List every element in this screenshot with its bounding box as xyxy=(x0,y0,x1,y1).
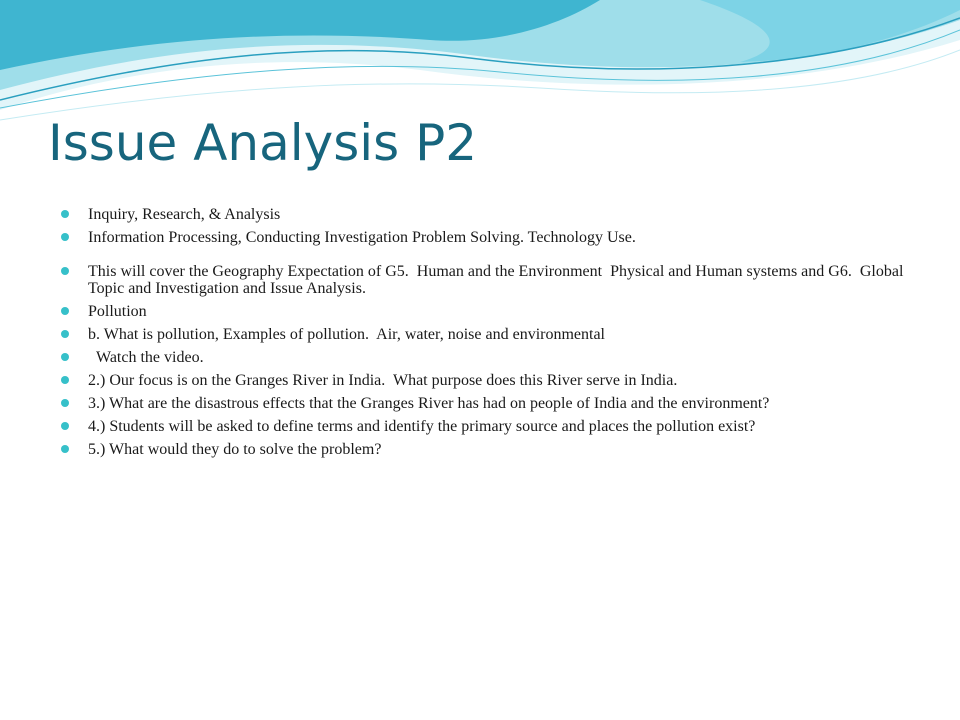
bullet-text: Pollution xyxy=(88,303,147,320)
bullet-dot-icon xyxy=(61,376,69,384)
bullet-list xyxy=(88,206,916,464)
bullet-text: Inquiry, Research, & Analysis xyxy=(88,206,281,223)
bullet-item xyxy=(88,326,916,343)
bullet-text: 4.) Students will be asked to define terms and identify the primary source and places the pollution exist? xyxy=(88,418,756,435)
bullet-dot-icon xyxy=(61,399,69,407)
slide-title: Issue Analysis P2 xyxy=(48,114,478,172)
bullet-item xyxy=(88,372,916,389)
header-wave-decoration xyxy=(0,0,960,130)
bullet-item xyxy=(88,395,916,412)
bullet-dot-icon xyxy=(61,267,69,275)
bullet-dot-icon xyxy=(61,330,69,338)
bullet-text: This will cover the Geography Expectation of G5. Human and the Environment Physical and Human systems and G6. Global Topic and Investigation and Issue Analysis. xyxy=(88,263,908,297)
bullet-text: Information Processing, Conducting Investigation Problem Solving. Technology Use. xyxy=(88,229,636,246)
bullet-text: 2.) Our focus is on the Granges River in India. What purpose does this River serve in India. xyxy=(88,372,678,389)
bullet-item xyxy=(88,349,916,366)
bullet-dot-icon xyxy=(61,210,69,218)
bullet-item xyxy=(88,441,916,458)
bullet-item xyxy=(88,418,916,435)
bullet-item xyxy=(88,303,916,320)
bullet-dot-icon xyxy=(61,422,69,430)
bullet-text: Watch the video. xyxy=(88,349,204,366)
bullet-item xyxy=(88,263,916,297)
bullet-dot-icon xyxy=(61,307,69,315)
bullet-text: 3.) What are the disastrous effects that the Granges River has had on people of India and the environment? xyxy=(88,395,770,412)
bullet-dot-icon xyxy=(61,353,69,361)
bullet-dot-icon xyxy=(61,233,69,241)
bullet-item xyxy=(88,206,916,223)
bullet-text: b. What is pollution, Examples of pollution. Air, water, noise and environmental xyxy=(88,326,605,343)
bullet-text: 5.) What would they do to solve the problem? xyxy=(88,441,382,458)
bullet-dot-icon xyxy=(61,445,69,453)
bullet-item xyxy=(88,229,916,246)
